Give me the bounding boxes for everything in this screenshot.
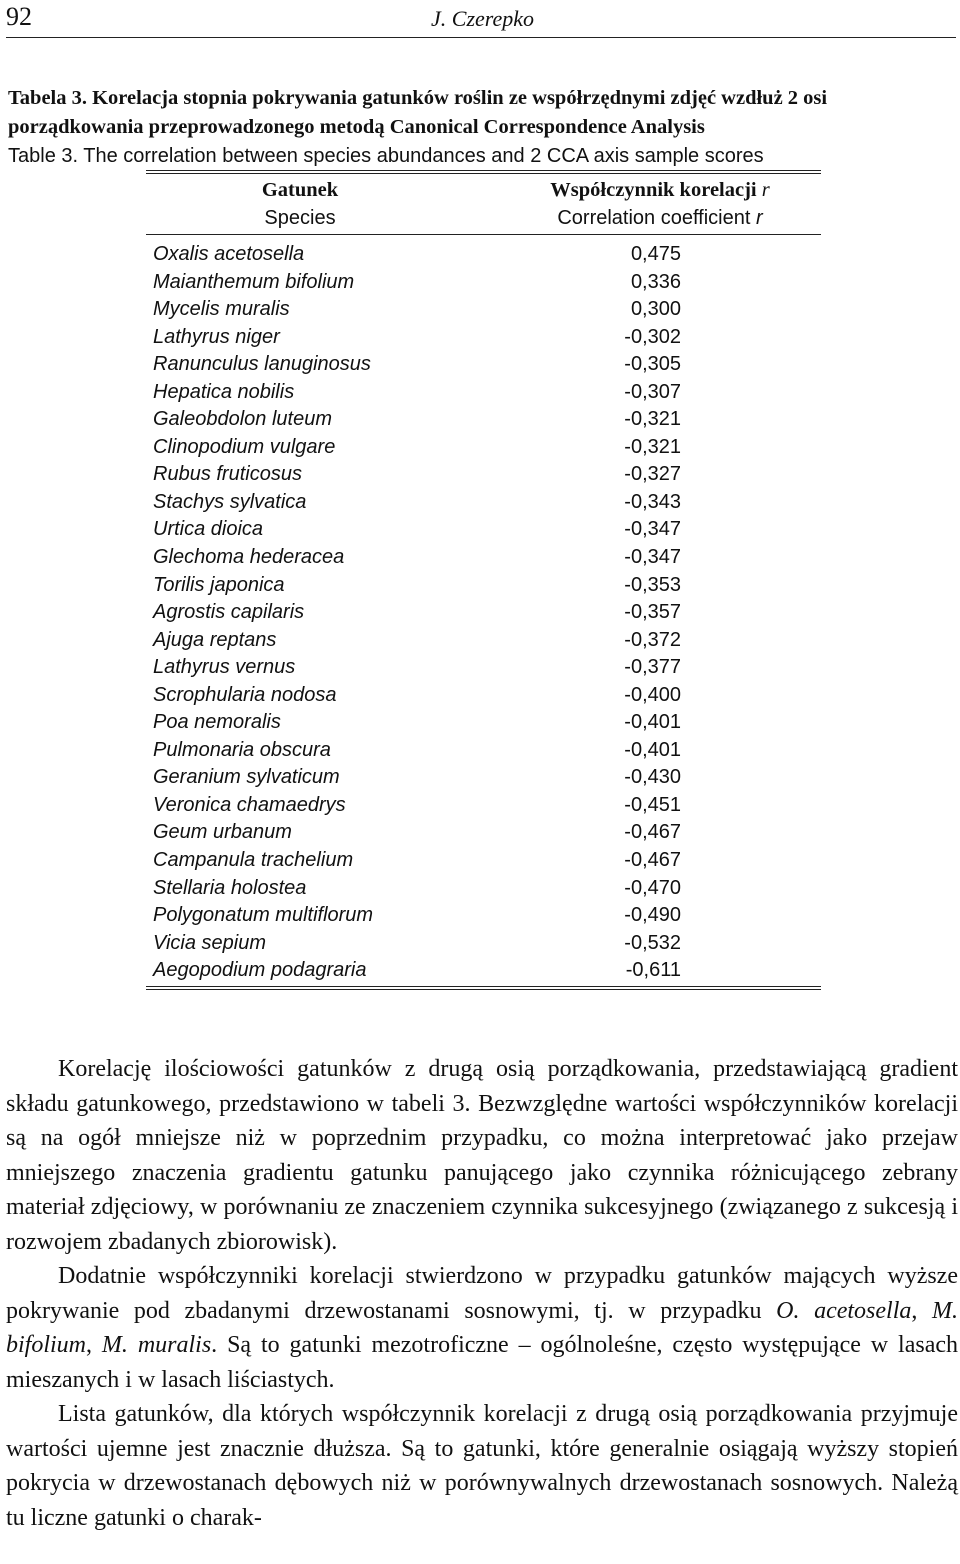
table-row: [153, 571, 713, 599]
table-row: [153, 460, 713, 488]
table-row: [153, 543, 713, 571]
species-name: Campanula trachelium: [153, 849, 354, 872]
paragraph: Dodatnie współczynniki korelacji stwierdzono w przypadku gatunków mających wyższe pokrywanie pod zbadanymi drzewostanami sosnowymi, tj. w przypadku O. acetosella, M. bifolium, M. muralis. Są to gatunki mezotroficzne – ogólnoleśne, często występujące w lasach mieszanych i w lasach liściastych.: [6, 1263, 958, 1393]
species-name: Glechoma hederacea: [153, 546, 345, 569]
table-row: [153, 653, 713, 681]
correlation-value: -0,357: [624, 601, 681, 624]
correlation-value: -0,400: [624, 683, 681, 706]
page-header: [6, 0, 956, 38]
species-name: Rubus fruticosus: [153, 463, 302, 486]
table-row: [153, 405, 713, 433]
correlation-value: -0,490: [624, 904, 681, 927]
correlation-value: 0,336: [630, 270, 681, 293]
species-name: Agrostis capilaris: [153, 601, 305, 624]
table-row: [153, 763, 713, 791]
species-name: Vicia sepium: [153, 931, 267, 954]
correlation-value: -0,307: [624, 380, 681, 403]
column-header-species: Gatunek Species: [261, 179, 339, 229]
table-row: [153, 901, 713, 929]
species-name: Maianthemum bifolium: [153, 270, 355, 293]
table-row: [153, 323, 713, 351]
species-name: Ajuga reptans: [153, 628, 277, 651]
correlation-value: -0,305: [624, 353, 681, 376]
table-row: [153, 818, 713, 846]
paragraph: Korelację ilościowości gatunków z drugą osią porządkowania, przedstawiającą gradient składu gatunkowego, przedstawiono w tabeli 3. Bezwzględne wartości współczynników korelacji są na ogół mniejsze niż w poprzednim przypadku, co można interpretować jako przejaw mniejszego znaczenia gradientu gatunku panującego jako czynnika różnicującego zebrany materiał zdjęciowy, w porównaniu ze znaczeniem czynnika sukcesyjnego (związanego z sukcesją i rozwojem zbadanych zbiorowisk).: [6, 1056, 958, 1255]
paragraph: Lista gatunków, dla których współczynnik korelacji z drugą osią porządkowania przyjmuje wartości ujemne jest znacznie dłuższa. Są to gatunki, które generalnie osiągają wyższy stopień pokrycia w drzewostanach dębowych niż w porównywalnych drzewostanach sosnowych. Należą tu liczne gatunki o charak-: [6, 1401, 958, 1531]
table-row: [153, 929, 713, 957]
table-row: [153, 268, 713, 296]
correlation-value: -0,451: [624, 793, 681, 816]
correlation-value: -0,343: [624, 490, 681, 513]
table-row: [153, 295, 713, 323]
species-name: Torilis japonica: [153, 573, 285, 596]
correlation-value: -0,353: [624, 573, 681, 596]
correlation-value: 0,475: [630, 243, 681, 265]
table-row: [153, 791, 713, 819]
species-name: Urtica dioica: [153, 518, 264, 541]
species-name: Mycelis muralis: [153, 298, 290, 321]
column-header-correlation: Współczynnik korelacji r Correlation coefficient r: [550, 179, 770, 229]
table-body: [153, 240, 713, 984]
correlation-value: -0,302: [624, 325, 681, 348]
species-name: Stellaria holostea: [153, 876, 307, 899]
page-number: 92: [6, 2, 32, 31]
table-bottom-rule: [146, 986, 821, 990]
correlation-value: -0,611: [625, 959, 681, 982]
correlation-value: -0,321: [624, 408, 681, 431]
correlation-value: -0,401: [624, 738, 681, 761]
correlation-value: -0,401: [624, 711, 681, 734]
species-name: Geum urbanum: [153, 821, 292, 844]
species-name: Veronica chamaedrys: [153, 793, 346, 816]
species-name: Lathyrus vernus: [153, 656, 296, 679]
table-row: [153, 874, 713, 902]
species-name: Stachys sylvatica: [153, 490, 307, 513]
correlation-value: -0,377: [624, 656, 681, 679]
species-name: Hepatica nobilis: [153, 380, 295, 403]
correlation-value: -0,372: [624, 628, 681, 651]
species-name: Scrophularia nodosa: [153, 683, 337, 706]
correlation-value: -0,327: [624, 463, 681, 486]
table-row: [153, 708, 713, 736]
correlation-value: -0,430: [624, 766, 681, 789]
species-name: Clinopodium vulgare: [153, 435, 336, 458]
species-name: Poa nemoralis: [153, 711, 281, 734]
table-row: [153, 736, 713, 764]
species-name: Oxalis acetosella: [153, 243, 305, 265]
caption-english: Table 3. The correlation between species abundances and 2 CCA axis sample scores: [8, 145, 764, 167]
correlation-value: -0,321: [624, 435, 681, 458]
caption-polish: Tabela 3. Korelacja stopnia pokrywania gatunków roślin ze współrzędnymi zdjęć wzdłuż 2 osi porządkowania przeprowadzonego metodą Canonical Correspondence Analysis: [8, 87, 828, 138]
table-row: [153, 626, 713, 654]
species-name: Ranunculus lanuginosus: [153, 353, 371, 376]
correlation-value: 0,300: [630, 298, 681, 321]
species-name: Geranium sylvaticum: [153, 766, 340, 789]
species-name: Polygonatum multiflorum: [153, 904, 374, 927]
table-row: [153, 515, 713, 543]
table-caption: [8, 84, 958, 171]
species-name: Galeobdolon luteum: [153, 408, 333, 431]
table-row: [153, 598, 713, 626]
table-row: [153, 681, 713, 709]
table-row: [153, 240, 713, 268]
table-row: [153, 956, 713, 984]
correlation-value: -0,532: [624, 931, 681, 954]
table-header-rule: [146, 234, 821, 235]
table-row: [153, 350, 713, 378]
running-title: J. Czerepko: [431, 6, 535, 31]
correlation-value: -0,467: [624, 849, 681, 872]
table-row: [153, 488, 713, 516]
body-text: [6, 1052, 958, 1535]
correlation-value: -0,347: [624, 546, 681, 569]
species-name: Aegopodium podagraria: [153, 959, 367, 982]
species-name: Lathyrus niger: [153, 325, 280, 348]
correlation-value: -0,347: [624, 518, 681, 541]
table-top-rule: [146, 170, 821, 174]
table-row: [153, 378, 713, 406]
table-row: [153, 846, 713, 874]
species-name: Pulmonaria obscura: [153, 738, 331, 761]
correlation-value: -0,467: [624, 821, 681, 844]
table-row: [153, 433, 713, 461]
correlation-value: -0,470: [624, 876, 681, 899]
